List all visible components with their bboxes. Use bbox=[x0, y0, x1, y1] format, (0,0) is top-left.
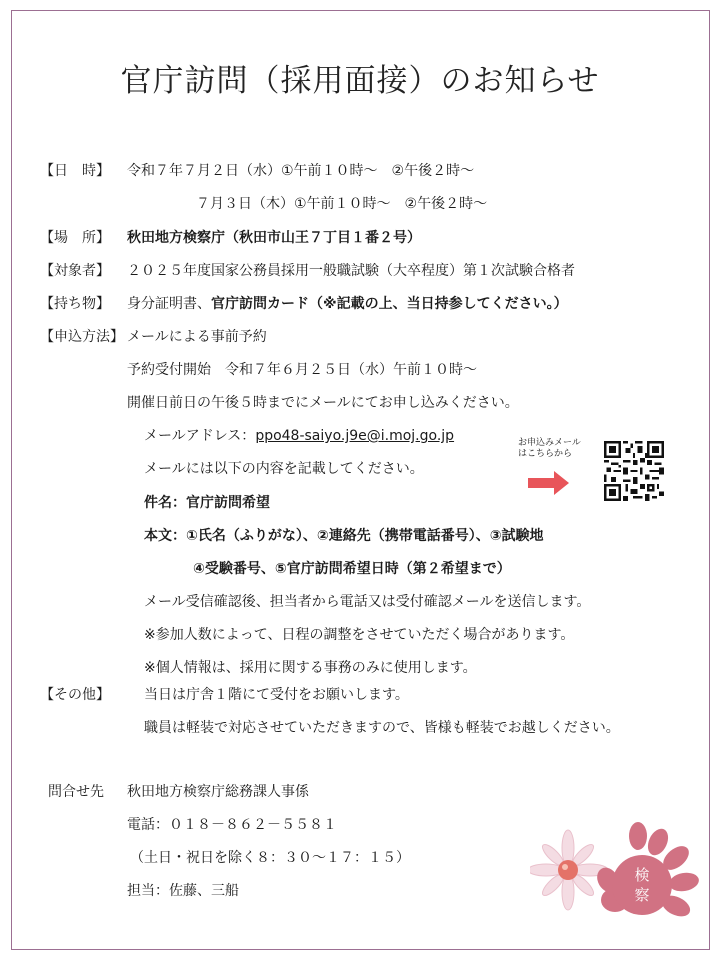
confirm-text: メール受信確認後、担当者から電話又は受付確認メールを送信します。 bbox=[144, 594, 591, 610]
apply-line-3: 開催日前日の午後５時までにメールにてお申し込みください。 bbox=[127, 395, 519, 411]
mail-body-line-2: ④受験番号、⑤官庁訪問希望日時（第２希望まで） bbox=[193, 561, 511, 577]
schedule-line-2: ７月３日（木）①午前１０時～ ②午後２時～ bbox=[196, 196, 488, 212]
contact-org: 秋田地方検察庁総務課人事係 bbox=[127, 784, 309, 800]
other-line-2: 職員は軽装で対応させていただきますので、皆様も軽装でお越しください。 bbox=[144, 720, 620, 736]
place-value: 秋田地方検察庁（秋田市山王７丁目１番２号） bbox=[127, 230, 421, 246]
items-value bbox=[127, 295, 568, 313]
qr-code-icon[interactable] bbox=[604, 441, 664, 501]
other-line-1: 当日は庁舎１階にて受付をお願いします。 bbox=[144, 687, 409, 703]
items-label: 【持ち物】 bbox=[40, 296, 110, 312]
emblem-char-2: 察 bbox=[634, 886, 650, 904]
contact-staff: 担当：佐藤、三船 bbox=[127, 883, 239, 899]
email-label: メールアドレス： bbox=[144, 428, 256, 444]
page-title: 官庁訪問（採用面接）のお知らせ bbox=[120, 63, 600, 99]
apply-label: 【申込方法】 bbox=[40, 329, 124, 345]
note-1: ※参加人数によって、日程の調整をさせていただく場合があります。 bbox=[144, 627, 575, 643]
mail-body-line-1: 本文：①氏名（ふりがな）、②連絡先（携帯電話番号）、③試験地 bbox=[144, 528, 544, 544]
qr-callout-line-2: はこちらから bbox=[518, 449, 573, 459]
email-row bbox=[144, 427, 454, 445]
qr-callout-line-1: お申込みメール bbox=[518, 438, 581, 448]
contact-tel: 電話：０１８－８６２－５５８１ bbox=[127, 817, 337, 833]
emblem-char-1: 検 bbox=[634, 866, 650, 884]
apply-line-5: メールには以下の内容を記載してください。 bbox=[144, 461, 424, 477]
contact-label: 問合せ先 bbox=[48, 784, 104, 800]
target-label: 【対象者】 bbox=[40, 263, 110, 279]
apply-line-2: 予約受付開始 令和７年６月２５日（水）午前１０時～ bbox=[127, 362, 477, 378]
schedule-label: 【日 時】 bbox=[40, 163, 110, 179]
kensatsu-emblem bbox=[530, 800, 710, 940]
items-value-bold: 官庁訪問カード（※記載の上、当日持参してください。） bbox=[211, 296, 568, 312]
other-label: 【その他】 bbox=[40, 687, 110, 703]
email-link[interactable]: ppo48-saiyo.j9e@i.moj.go.jp bbox=[255, 428, 455, 444]
schedule-line-1: 令和７年７月２日（水）①午前１０時～ ②午後２時～ bbox=[127, 163, 475, 179]
target-value: ２０２５年度国家公務員採用一般職試験（大卒程度）第１次試験合格者 bbox=[127, 263, 575, 279]
contact-hours: （土日・祝日を除く８：３０～１７：１５） bbox=[130, 850, 410, 866]
apply-line-1: メールによる事前予約 bbox=[127, 329, 267, 345]
items-value-plain: 身分証明書、 bbox=[127, 296, 211, 312]
mail-subject: 件名：官庁訪問希望 bbox=[144, 495, 270, 511]
qr-callout bbox=[518, 438, 581, 460]
arrow-right-icon bbox=[528, 470, 570, 496]
place-label: 【場 所】 bbox=[40, 230, 110, 246]
note-2: ※個人情報は、採用に関する事務のみに使用します。 bbox=[144, 660, 477, 676]
